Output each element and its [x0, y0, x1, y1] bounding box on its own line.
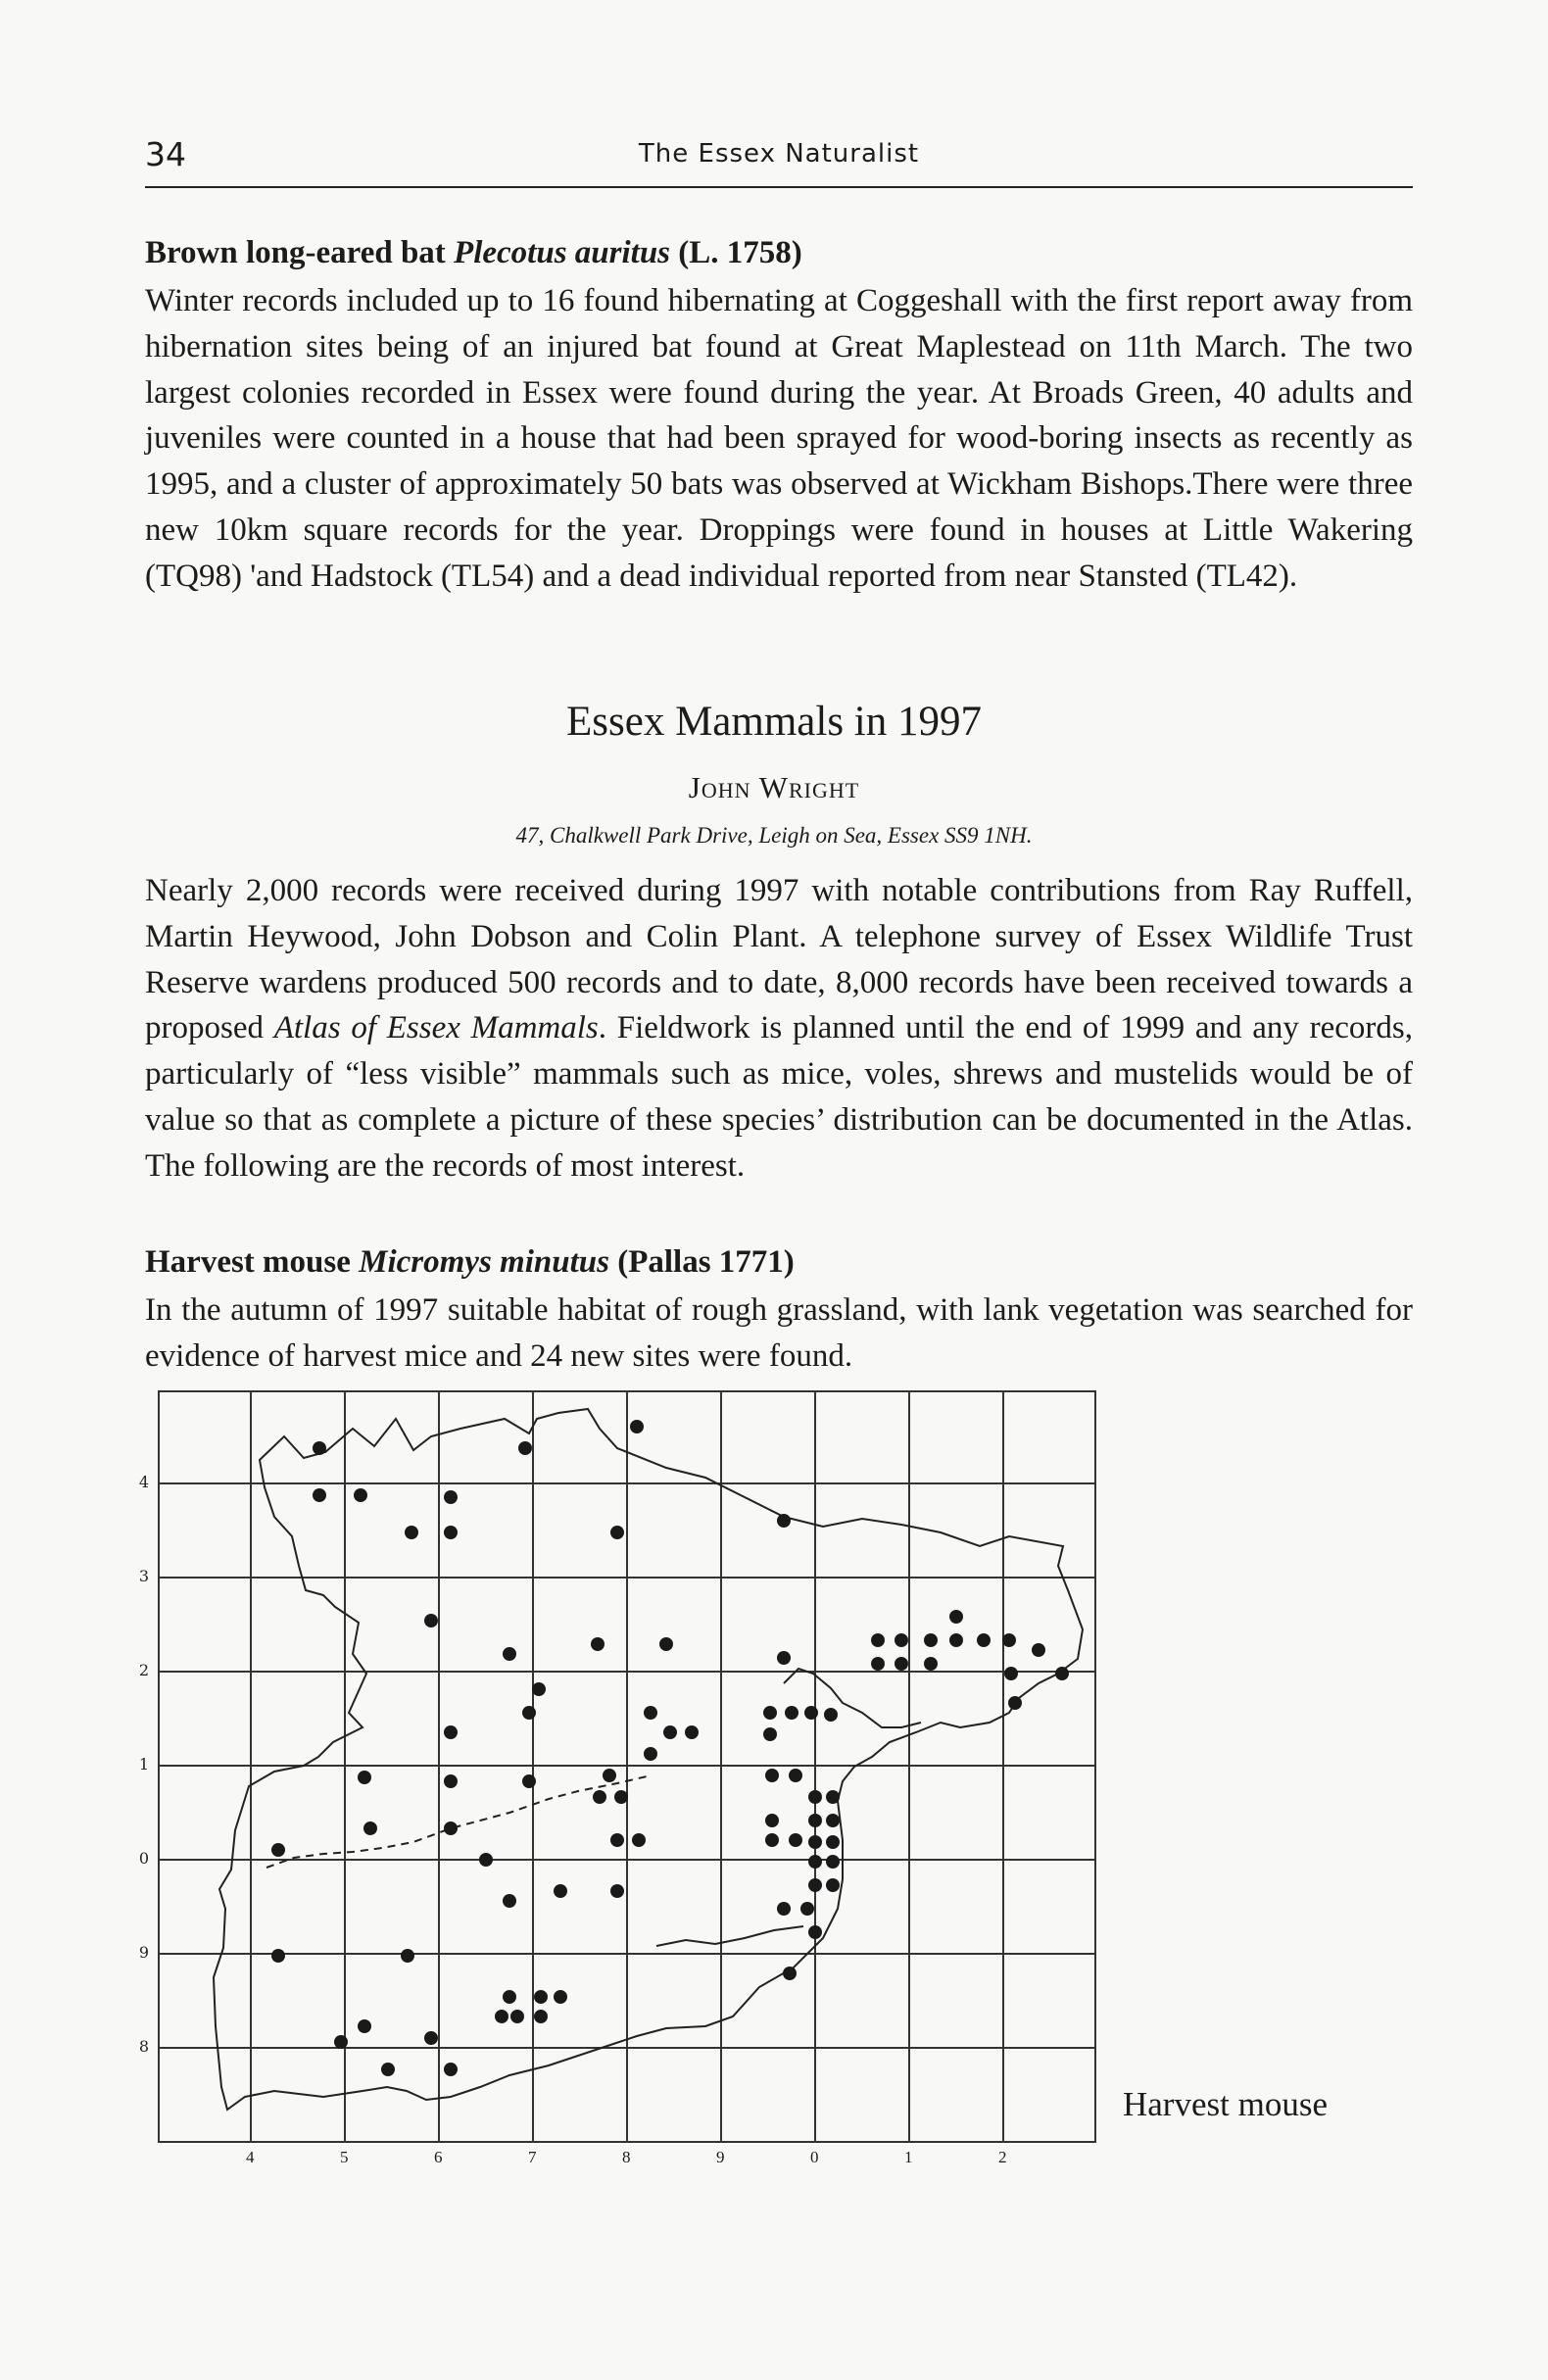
record-dot	[532, 1682, 546, 1696]
bat-heading-common: Brown long-eared bat	[145, 235, 455, 270]
record-dot	[503, 1990, 516, 2004]
intro-text-start: Nearly 2,000 records were received during 1997 with notable contributions from Ray Ruffell, Martin Heywood, John Dobson and Colin Plant. A telephone survey of Essex Wildlife Trust Reserve wardens produced 500 records and to date, 8,000 records have been received towards a proposed	[145, 873, 1413, 1046]
record-dot	[363, 1821, 377, 1835]
river-blackwater	[784, 1669, 921, 1727]
record-dots	[271, 1420, 1069, 2076]
record-dot	[808, 1835, 822, 1849]
record-dot	[591, 1637, 605, 1651]
record-dot	[358, 2019, 371, 2033]
record-dot	[800, 1902, 814, 1916]
dashed-boundary	[266, 1776, 647, 1868]
record-dot	[593, 1790, 606, 1804]
y-label: 3	[138, 1567, 149, 1585]
record-dot	[354, 1488, 367, 1502]
record-dot	[510, 2010, 524, 2023]
record-dot	[663, 1725, 677, 1739]
record-dot	[271, 1843, 285, 1857]
record-dot	[777, 1651, 791, 1665]
record-dot	[808, 1814, 822, 1827]
page-header	[145, 135, 1413, 186]
record-dot	[826, 1790, 840, 1804]
record-dot	[614, 1790, 628, 1804]
record-dot	[826, 1878, 840, 1892]
x-label: 8	[622, 2148, 631, 2166]
record-dot	[522, 1706, 536, 1720]
record-dot	[895, 1633, 908, 1647]
harvest-heading-latin: Micromys minutus	[359, 1244, 609, 1280]
y-label: 4	[138, 1473, 149, 1491]
record-dot	[644, 1706, 657, 1720]
record-dot	[444, 2063, 458, 2076]
map-caption: Harvest mouse	[1123, 2085, 1328, 2123]
record-dot	[765, 1833, 779, 1847]
record-dot	[826, 1814, 840, 1827]
record-dot	[522, 1774, 536, 1788]
record-dot	[610, 1526, 624, 1539]
record-dot	[444, 1526, 458, 1539]
record-dot	[554, 1884, 567, 1898]
y-axis-labels	[139, 1473, 149, 2056]
record-dot	[777, 1514, 791, 1528]
header-rule	[145, 186, 1413, 188]
record-dot	[685, 1725, 699, 1739]
intro-text-end: . Fieldwork is planned until the end of 1999 and any records, particularly of “less visible” mammals such as mice, voles, shrews and mustelids would be of value so that as complete a picture of these species’ distribution can be documented in the Atlas. The following are the records of most interest.	[145, 1010, 1413, 1184]
bat-heading-latin: Plecotus auritus	[454, 235, 671, 270]
record-dot	[610, 1884, 624, 1898]
record-dot	[871, 1657, 885, 1671]
record-dot	[479, 1853, 493, 1867]
y-label: 0	[138, 1849, 149, 1868]
bat-heading	[145, 235, 802, 271]
record-dot	[381, 2063, 395, 2076]
harvest-heading	[145, 1244, 795, 1281]
record-dot	[895, 1657, 908, 1671]
x-label: 6	[434, 2148, 443, 2166]
intro-paragraph	[145, 868, 1413, 1190]
record-dot	[1008, 1696, 1022, 1710]
record-dot	[534, 2010, 548, 2023]
record-dot	[765, 1769, 779, 1782]
record-dot	[765, 1814, 779, 1827]
record-dot	[518, 1441, 532, 1455]
page-number: 34	[145, 135, 186, 173]
x-label: 5	[340, 2148, 349, 2166]
record-dot	[444, 1725, 458, 1739]
record-dot	[659, 1637, 673, 1651]
x-label: 9	[716, 2148, 725, 2166]
record-dot	[644, 1747, 657, 1761]
record-dot	[503, 1894, 516, 1908]
record-dot	[405, 1526, 418, 1539]
record-dot	[444, 1774, 458, 1788]
article-title: Essex Mammals in 1997	[566, 699, 982, 745]
x-label: 1	[904, 2148, 913, 2166]
atlas-title: Atlas of Essex Mammals	[273, 1010, 599, 1046]
record-dot	[924, 1657, 938, 1671]
record-dot	[1002, 1633, 1016, 1647]
y-label: 8	[138, 2037, 149, 2056]
harvest-paragraph: In the autumn of 1997 suitable habitat of rough grassland, with lank vegetation was searched for evidence of harvest mice and 24 new sites were found.	[145, 1292, 1413, 1374]
record-dot	[789, 1833, 802, 1847]
record-dot	[271, 1949, 285, 1963]
record-dot	[632, 1833, 646, 1847]
record-dot	[783, 1967, 797, 1980]
record-dot	[826, 1835, 840, 1849]
record-dot	[358, 1771, 371, 1784]
record-dot	[789, 1769, 802, 1782]
author-name: John Wright	[688, 770, 860, 804]
record-dot	[785, 1706, 798, 1720]
record-dot	[804, 1706, 818, 1720]
record-dot	[949, 1633, 963, 1647]
record-dot	[1055, 1667, 1069, 1680]
harvest-heading-common: Harvest mouse	[145, 1244, 360, 1280]
record-dot	[424, 1614, 438, 1627]
record-dot	[763, 1727, 777, 1741]
record-dot	[424, 2031, 438, 2045]
record-dot	[1032, 1643, 1045, 1657]
river-crouch	[656, 1926, 803, 1946]
running-title: The Essex Naturalist	[638, 139, 920, 169]
record-dot	[808, 1878, 822, 1892]
record-dot	[313, 1488, 326, 1502]
harvest-heading-authority: (Pallas 1771)	[608, 1244, 795, 1280]
record-dot	[495, 2010, 508, 2023]
author-address: 47, Chalkwell Park Drive, Leigh on Sea, Essex SS9 1NH.	[515, 823, 1033, 848]
record-dot	[871, 1633, 885, 1647]
record-dot	[534, 1990, 548, 2004]
record-dot	[554, 1990, 567, 2004]
record-dot	[949, 1610, 963, 1624]
record-dot	[763, 1706, 777, 1720]
x-label: 7	[528, 2148, 537, 2166]
distribution-map	[138, 1389, 1097, 2144]
x-label: 2	[998, 2148, 1007, 2166]
y-label: 9	[138, 1943, 149, 1962]
record-dot	[808, 1855, 822, 1869]
y-label: 2	[138, 1661, 149, 1679]
record-dot	[977, 1633, 991, 1647]
bat-paragraph: Winter records included up to 16 found hibernating at Coggeshall with the first report away from hibernation sites being of an injured bat found at Great Maplestead on 11th March. The two largest colonies recorded in Essex were found during the year. At Broads Green, 40 adults and juveniles were counted in a house that had been sprayed for wood-boring insects as recently as 1995, and a cluster of approximately 50 bats was observed at Wickham Bishops.There were three new 10km square records for the year. Droppings were found in houses at Little Wakering (TQ98) 'and Hadstock (TL54) and a dead individual reported from near Stansted (TL42).	[145, 283, 1413, 594]
x-label: 0	[810, 2148, 819, 2166]
record-dot	[777, 1902, 791, 1916]
record-dot	[334, 2035, 348, 2049]
record-dot	[313, 1441, 326, 1455]
record-dot	[924, 1633, 938, 1647]
record-dot	[610, 1833, 624, 1847]
record-dot	[630, 1420, 644, 1433]
bat-heading-authority: (L. 1758)	[670, 235, 802, 270]
record-dot	[808, 1790, 822, 1804]
record-dot	[824, 1708, 838, 1722]
y-label: 1	[138, 1755, 149, 1773]
x-axis-labels	[157, 2148, 1097, 2171]
record-dot	[826, 1855, 840, 1869]
record-dot	[444, 1821, 458, 1835]
record-dot	[401, 1949, 414, 1963]
record-dot	[444, 1490, 458, 1504]
record-dot	[603, 1769, 616, 1782]
x-label: 4	[246, 2148, 255, 2166]
record-dot	[1004, 1667, 1018, 1680]
record-dot	[503, 1647, 516, 1661]
record-dot	[808, 1925, 822, 1939]
